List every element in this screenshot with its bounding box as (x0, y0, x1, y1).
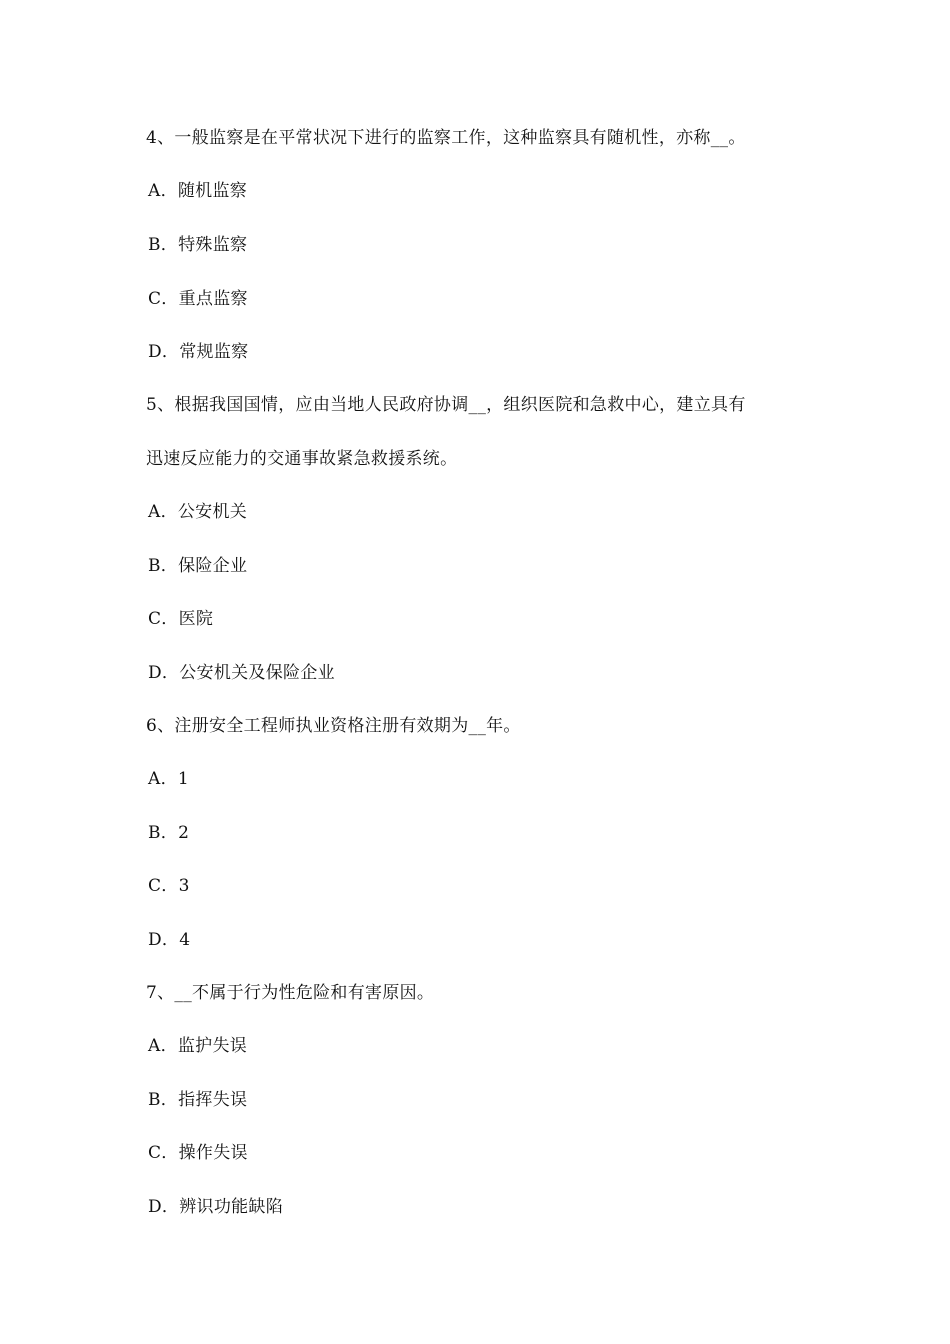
question-4-stem: 4、一般监察是在平常状况下进行的监察工作，这种监察具有随机性，亦称__。 (146, 128, 746, 148)
question-6-option-d: D．4 (148, 930, 191, 950)
question-7-option-b: B．指挥失误 (148, 1090, 248, 1110)
question-7-option-d: D．辨识功能缺陷 (148, 1197, 284, 1217)
question-5-stem-line-1: 5、根据我国国情，应由当地人民政府协调__，组织医院和急救中心，建立具有 (146, 395, 746, 415)
question-6-option-b: B．2 (148, 823, 190, 843)
question-5-stem-line-2: 迅速反应能力的交通事故紧急救援系统。 (146, 449, 458, 469)
question-5-option-b: B．保险企业 (148, 556, 248, 576)
question-4-option-b: B．特殊监察 (148, 235, 248, 255)
question-6-option-c: C．3 (148, 876, 190, 896)
question-7-option-a: A．监护失误 (148, 1036, 248, 1056)
question-4-option-a: A．随机监察 (148, 181, 248, 201)
question-6-option-a: A．1 (148, 769, 189, 789)
question-4-option-c: C．重点监察 (148, 289, 248, 309)
question-5-option-c: C．医院 (148, 609, 214, 629)
question-5-option-a: A．公安机关 (148, 502, 248, 522)
question-7-stem: 7、__不属于行为性危险和有害原因。 (146, 983, 435, 1003)
question-7-option-c: C．操作失误 (148, 1143, 248, 1163)
question-6-stem: 6、注册安全工程师执业资格注册有效期为__年。 (146, 716, 521, 736)
question-5-option-d: D．公安机关及保险企业 (148, 663, 335, 683)
question-4-option-d: D．常规监察 (148, 342, 249, 362)
